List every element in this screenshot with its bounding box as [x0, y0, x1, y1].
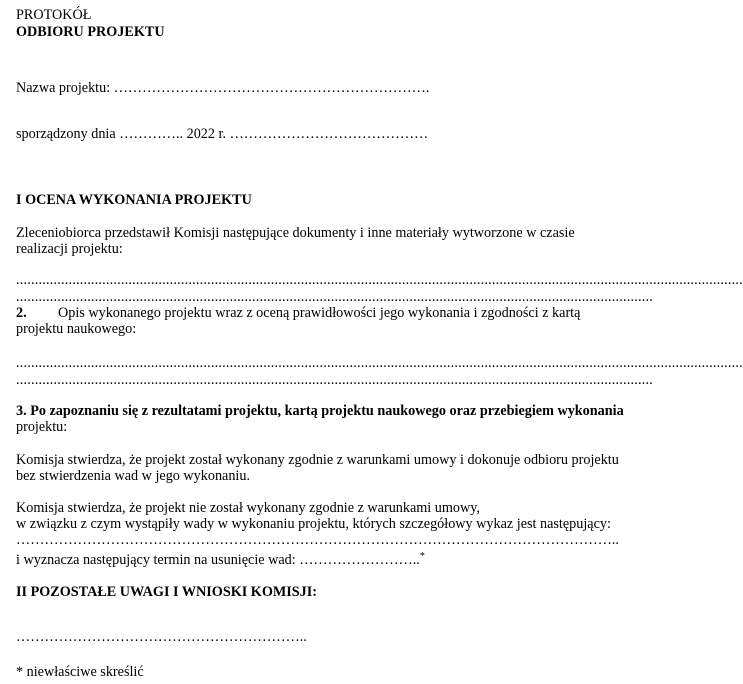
- item-2-line2: projektu naukowego:: [16, 321, 137, 337]
- option-1-line1: Komisja stwierdza, że projekt został wykonany zgodnie z warunkami umowy i dokonuje odbioru projektu: [16, 452, 619, 468]
- section-2-heading: II POZOSTAŁE UWAGI I WNIOSKI KOMISJI:: [16, 584, 318, 600]
- footnote-marker: *: [419, 551, 425, 562]
- item-2-text: Opis wykonanego projektu wraz z oceną prawidłowości jego wykonania i zgodności z kartą: [58, 305, 581, 321]
- document-title-line2: ODBIORU PROJEKTU: [16, 24, 165, 40]
- footnote: * niewłaściwe skreślić: [16, 664, 144, 680]
- dotted-line-2a: ..................................................................................................................................................................................................: [16, 355, 743, 371]
- option-2-deadline: [16, 548, 425, 569]
- dotted-line-1a: ..................................................................................................................................................................................................: [16, 272, 743, 288]
- item-3-line2: projektu:: [16, 419, 68, 435]
- section-1-heading: I OCENA WYKONANIA PROJEKTU: [16, 192, 252, 208]
- option-1-line2: bez stwierdzenia wad w jego wykonaniu.: [16, 468, 251, 484]
- dotted-line-2b: ..........................................................................................................................................................................: [16, 372, 653, 388]
- date-field: sporządzony dnia ………….. 2022 r. ……………………………………: [16, 126, 429, 142]
- deadline-text: i wyznacza następujący termin na usunięcie wad: ……………………..: [16, 552, 420, 568]
- document-title-line1: PROTOKÓŁ: [16, 7, 92, 23]
- section-1-intro-line1: Zleceniobiorca przedstawił Komisji następujące dokumenty i inne materiały wytworzone w czasie: [16, 225, 575, 241]
- option-2-line2: w związku z czym wystąpiły wady w wykonaniu projektu, których szczegółowy wykaz jest następujący:: [16, 516, 611, 532]
- item-2-line1: [16, 305, 580, 322]
- section-2-dotted-line: ……………………………………………………..: [16, 629, 307, 645]
- dotted-line-1b: ..........................................................................................................................................................................: [16, 289, 653, 305]
- option-2-dotted-line: ………………………………………………………………………………………………………………..: [16, 532, 619, 548]
- section-1-intro-line2: realizacji projektu:: [16, 241, 123, 257]
- option-2-line1: Komisja stwierdza, że projekt nie został wykonany zgodnie z warunkami umowy,: [16, 500, 480, 516]
- item-3-line1: 3. Po zapoznaniu się z rezultatami projektu, kartą projektu naukowego oraz przebiegiem wykonania: [16, 403, 624, 419]
- project-name-field: Nazwa projektu: ………………………………………………………….: [16, 80, 430, 96]
- item-2-number: 2.: [16, 305, 27, 321]
